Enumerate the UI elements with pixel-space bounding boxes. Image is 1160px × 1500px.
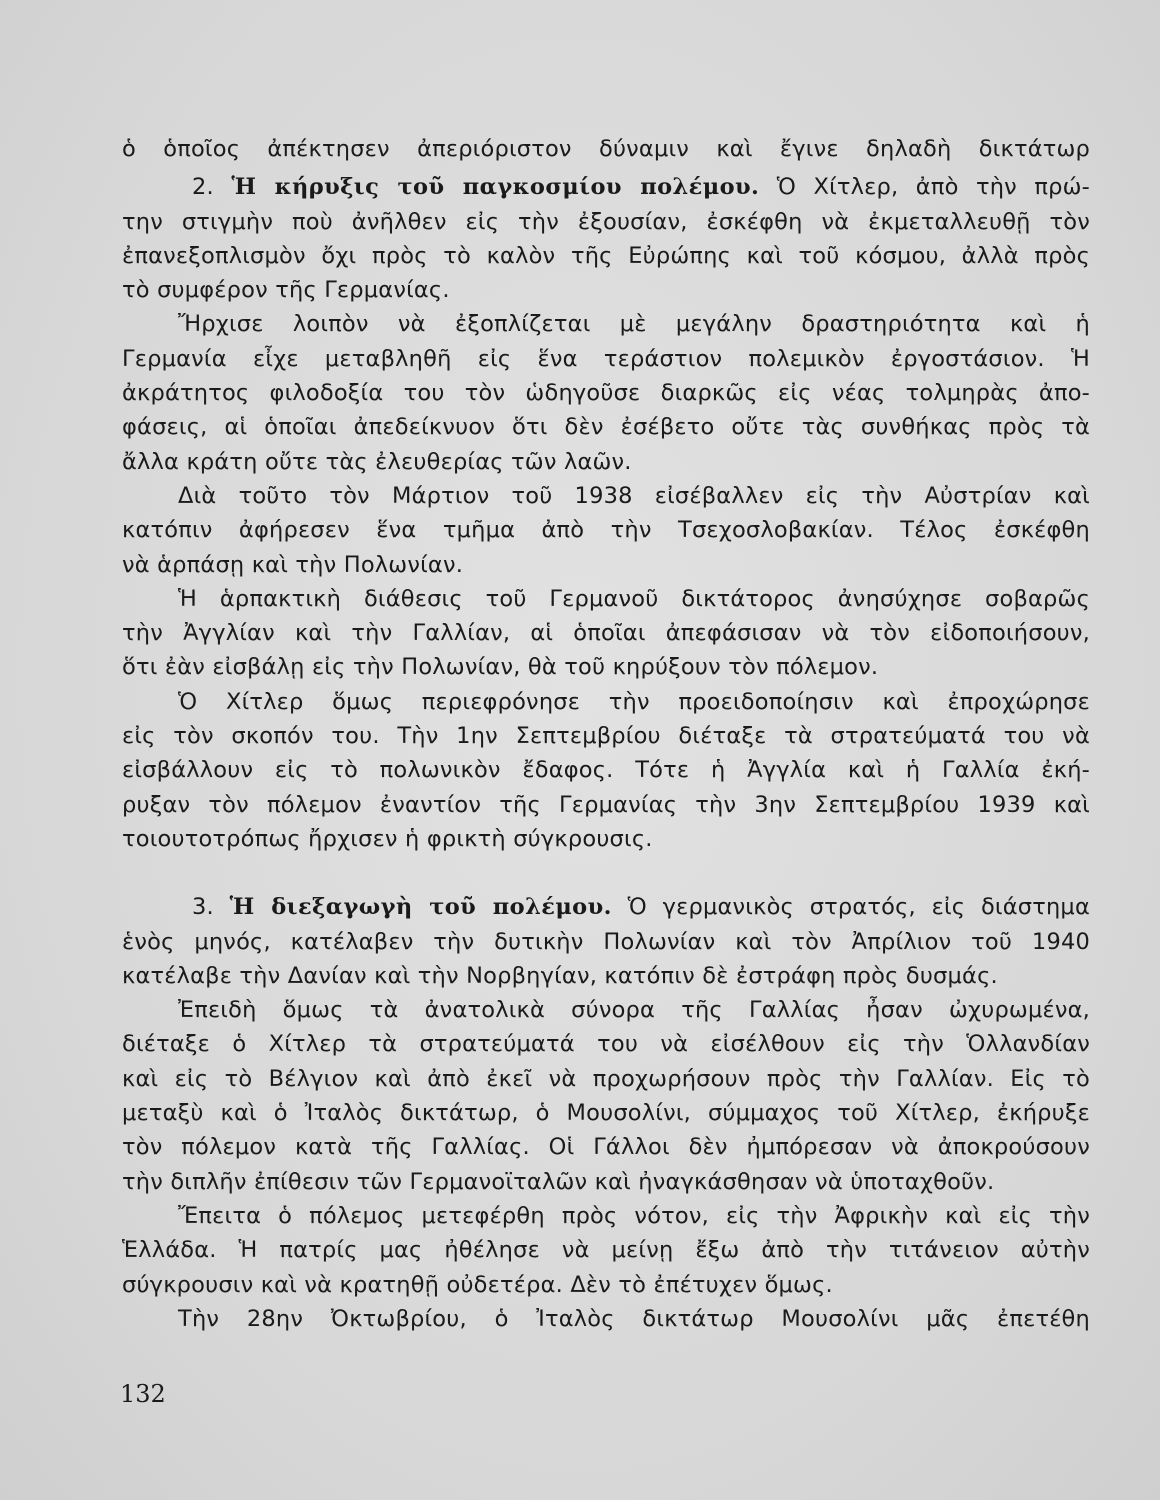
text-line: την στιγμὴν ποὺ ἀνῆλθεν εἰς τὴν ἐξουσίαν, ἐσκέφθη νὰ ἐκμεταλλευθῇ τὸν <box>122 208 1090 235</box>
text-line: διέταξε ὁ Χίτλερ τὰ στρατεύματά του νὰ εἰσέλθουν εἰς τὴν Ὁλλανδίαν <box>122 1031 1090 1058</box>
section-3-first-line <box>122 890 1090 924</box>
text-line: Γερμανία εἶχε μεταβληθῆ εἰς ἕνα τεράστιον πολεμικὸν ἐργοστάσιον. Ἡ <box>122 345 1090 372</box>
text-line: μεταξὺ καὶ ὁ Ἰταλὸς δικτάτωρ, ὁ Μουσολίνι, σύμμαχος τοῦ Χίτλερ, ἐκήρυξε <box>122 1100 1090 1127</box>
text-line: εἰς τὸν σκοπόν του. Τὴν 1ην Σεπτεμβρίου διέταξε τὰ στρατεύματά του νὰ <box>122 723 1090 750</box>
section-heading: Ἡ διεξαγωγὴ τοῦ πολέμου. <box>229 894 612 921</box>
text-line: φάσεις, αἱ ὁποῖαι ἀπεδείκνυον ὅτι δὲν ἐσέβετο οὔτε τὰς συνθήκας πρὸς τὰ <box>122 414 1090 441</box>
text-line: Ἔπειτα ὁ πόλεμος μετεφέρθη πρὸς νότον, εἰς τὴν Ἀφρικὴν καὶ εἰς τὴν <box>178 1202 1090 1229</box>
text-line: εἰσβάλλουν εἰς τὸ πολωνικὸν ἔδαφος. Τότε ἡ Ἀγγλία καὶ ἡ Γαλλία ἐκή- <box>122 757 1090 784</box>
page-text <box>122 132 1090 1336</box>
section-heading: Ἡ κήρυξις τοῦ παγκοσμίου πολέμου. <box>231 174 760 201</box>
text-line: τὴν Ἀγγλίαν καὶ τὴν Γαλλίαν, αἱ ὁποῖαι ἀπεφάσισαν νὰ τὸν εἰδοποιήσουν, <box>122 620 1090 647</box>
text-line: ὅτι ἐὰν εἰσβάλῃ εἰς τὴν Πολωνίαν, θὰ τοῦ κηρύξουν τὸν πόλεμον. <box>122 654 879 681</box>
text-line: ἐπανεξοπλισμὸν ὄχι πρὸς τὸ καλὸν τῆς Εὐρώπης καὶ τοῦ κόσμου, ἀλλὰ πρὸς <box>122 242 1090 269</box>
section-number: 3. <box>192 894 214 921</box>
text-line: Ἤρχισε λοιπὸν νὰ ἐξοπλίζεται μὲ μεγάλην δραστηριότητα καὶ ἡ <box>178 311 1090 338</box>
text-segment: Ὁ Χίτλερ, ἀπὸ τὴν πρώ- <box>776 174 1090 201</box>
text-segment: Ὁ γερμανικὸς στρατός, εἰς διάστημα <box>627 894 1090 921</box>
text-line: ἄλλα κράτη οὔτε τὰς ἐλευθερίας τῶν λαῶν. <box>122 448 632 475</box>
text-line: ὁ ὁποῖος ἀπέκτησεν ἀπεριόριστον δύναμιν καὶ ἔγινε δηλαδὴ δικτάτωρ <box>122 136 1090 162</box>
section-2-first-line <box>122 170 1090 204</box>
text-line: Διὰ τοῦτο τὸν Μάρτιον τοῦ 1938 εἰσέβαλλεν εἰς τὴν Αὐστρίαν καὶ <box>178 482 1090 509</box>
text-line: τὸ συμφέρον τῆς Γερμανίας. <box>122 277 450 304</box>
text-line: ρυξαν τὸν πόλεμον ἐναντίον τῆς Γερμανίας τὴν 3ην Σεπτεμβρίου 1939 καὶ <box>122 791 1090 818</box>
text-line: σύγκρουσιν καὶ νὰ κρατηθῇ οὐδετέρα. Δὲν τὸ ἐπέτυχεν ὅμως. <box>122 1271 833 1298</box>
text-line: ἀκράτητος φιλοδοξία του τὸν ὡδηγοῦσε διαρκῶς εἰς νέας τολμηρὰς ἀπο- <box>122 380 1090 407</box>
text-line: τὴν διπλῆν ἐπίθεσιν τῶν Γερμανοϊταλῶν καὶ ἠναγκάσθησαν νὰ ὑποταχθοῦν. <box>122 1168 995 1195</box>
page-number: 132 <box>120 1380 166 1408</box>
text-line: ἑνὸς μηνός, κατέλαβεν τὴν δυτικὴν Πολωνίαν καὶ τὸν Ἀπρίλιον τοῦ 1940 <box>122 928 1090 955</box>
text-line: Ὁ Χίτλερ ὅμως περιεφρόνησε τὴν προειδοποίησιν καὶ ἐπροχώρησε <box>178 688 1090 715</box>
text-line: κατέλαβε τὴν Δανίαν καὶ τὴν Νορβηγίαν, κατόπιν δὲ ἐστράφη πρὸς δυσμάς. <box>122 962 998 989</box>
text-line: κατόπιν ἀφήρεσεν ἕνα τμῆμα ἀπὸ τὴν Τσεχοσλοβακίαν. Τέλος ἐσκέφθη <box>122 517 1090 544</box>
section-number: 2. <box>192 174 214 201</box>
text-line: Ἐπειδὴ ὅμως τὰ ἀνατολικὰ σύνορα τῆς Γαλλίας ἦσαν ὠχυρωμένα, <box>178 997 1090 1024</box>
text-line: τὸν πόλεμον κατὰ τῆς Γαλλίας. Οἱ Γάλλοι δὲν ἠμπόρεσαν νὰ ἀποκρούσουν <box>122 1134 1090 1161</box>
text-line: τοιουτοτρόπως ἤρχισεν ἡ φρικτὴ σύγκρουσις. <box>122 825 653 852</box>
text-line: Ἡ ἁρπακτικὴ διάθεσις τοῦ Γερμανοῦ δικτάτορος ἀνησύχησε σοβαρῶς <box>178 585 1090 612</box>
text-line: Τὴν 28ην Ὀκτωβρίου, ὁ Ἰταλὸς δικτάτωρ Μουσολίνι μᾶς ἐπετέθη <box>178 1305 1090 1332</box>
text-line: νὰ ἁρπάσῃ καὶ τὴν Πολωνίαν. <box>122 551 464 578</box>
text-line: Ἑλλάδα. Ἡ πατρίς μας ἠθέλησε νὰ μείνῃ ἔξω ἀπὸ τὴν τιτάνειον αὐτὴν <box>122 1237 1090 1264</box>
text-line: καὶ εἰς τὸ Βέλγιον καὶ ἀπὸ ἐκεῖ νὰ προχωρήσουν πρὸς τὴν Γαλλίαν. Εἰς τὸ <box>122 1065 1090 1092</box>
